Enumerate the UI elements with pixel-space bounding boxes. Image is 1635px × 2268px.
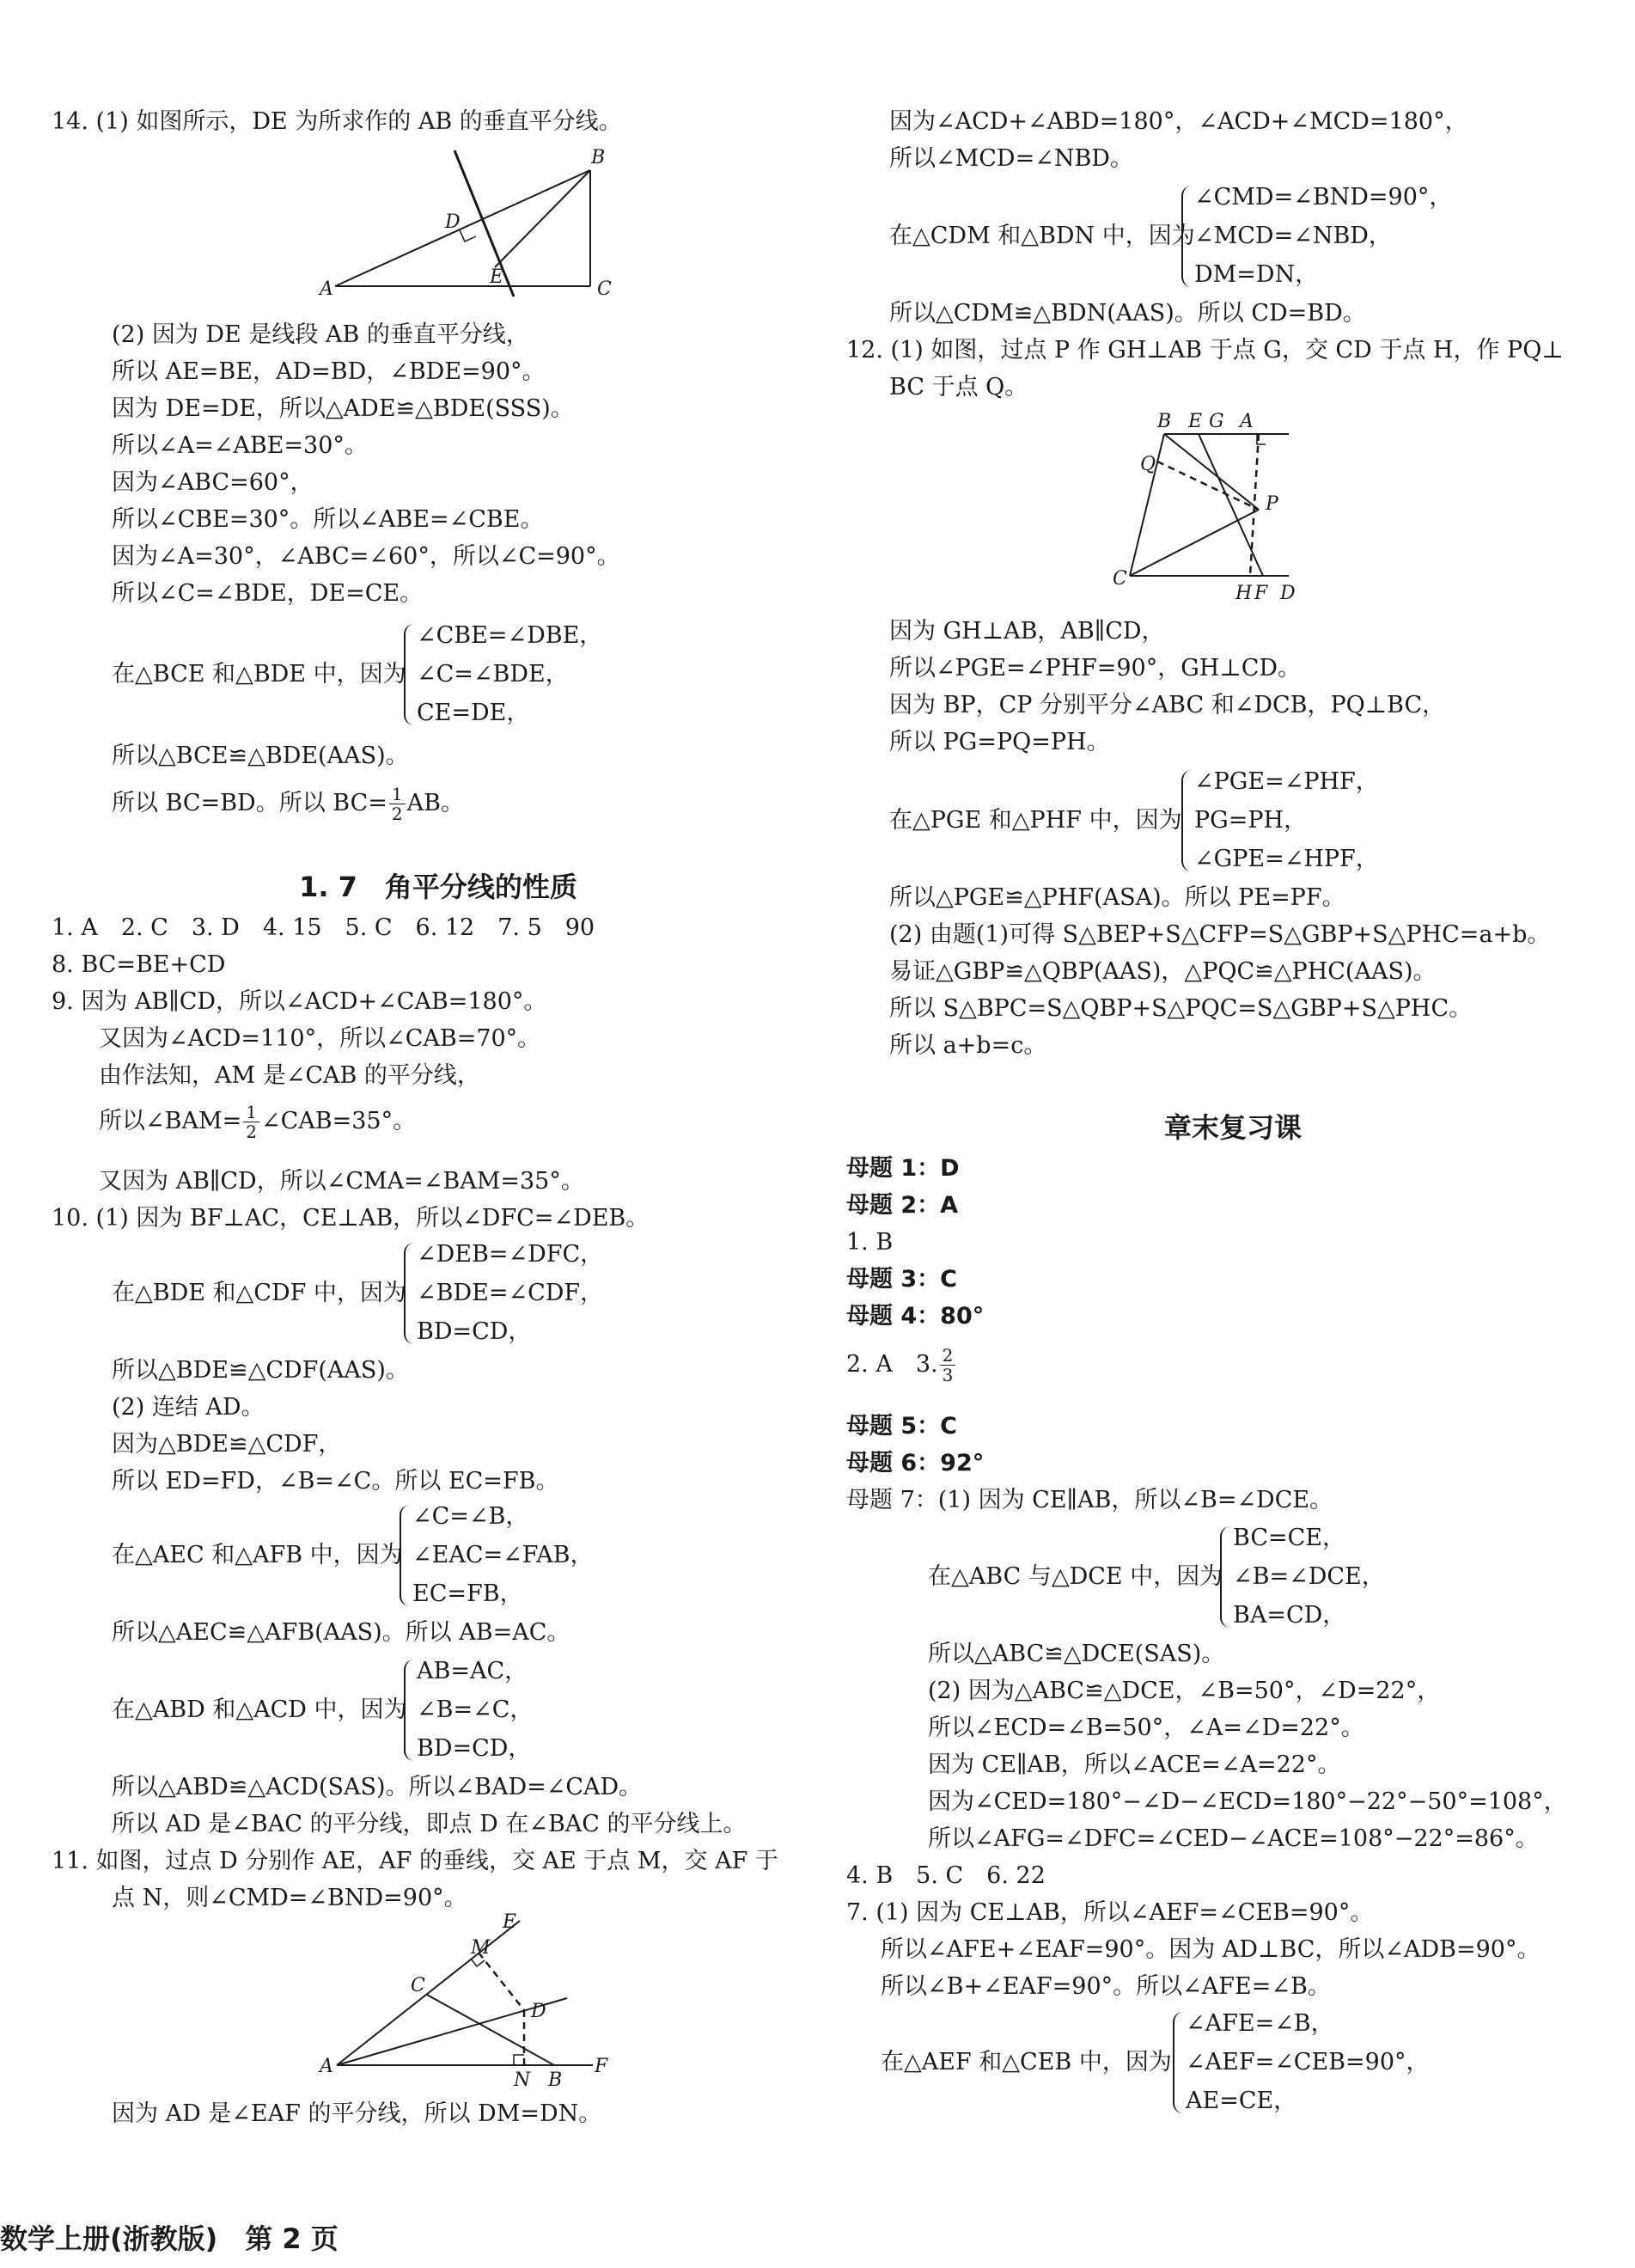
brace-item: ∠MCD=∠NBD， [1194,223,1392,249]
fig11-label-d: D [531,2001,546,2022]
text-line: 因为∠ABC=60°， [112,469,314,496]
text-line: 所以∠C=∠BDE，DE=CE。 [112,580,424,607]
brace-item: ∠CBE=∠DBE， [417,622,603,649]
brace-item: ∠GPE=∠HPF， [1194,846,1379,872]
brace-system [112,1500,713,1611]
brace-icon [400,1505,410,1606]
q14-line: 14. (1) 如图所示，DE 为所求作的 AB 的垂直平分线。 [52,108,622,135]
text-line: 所以∠PGE=∠PHF=90°，GH⊥CD。 [889,655,1302,682]
brace-system [889,180,1491,292]
brace-item: ∠PGE=∠PHF， [1194,768,1379,795]
brace-item: CE=DE， [417,700,530,726]
brace-lead: 在△CDM 和△BDN 中，因为 [889,223,1195,249]
answer-line: 母题 6：92° [846,1450,985,1476]
text-line: 所以△ABC≌△DCE(SAS)。 [928,1641,1225,1667]
fig14-label-c: C [597,278,612,300]
denominator: 2 [246,1122,257,1142]
text-line: (2) 由题(1)可得 S△BEP+S△CFP=S△GBP+S△PHC=a+b。 [889,921,1551,948]
text-line: 因为 BP，CP 分别平分∠ABC 和∠DCB，PQ⊥BC， [889,692,1446,718]
brace-lead: 在△AEF 和△CEB 中，因为 [881,2049,1172,2075]
denominator: 3 [942,1365,954,1385]
text-line: 因为△BDE≌△CDF， [112,1431,342,1458]
text-part: ∠CAB=35°。 [260,1108,417,1134]
text-line: (2) 连结 AD。 [112,1394,265,1421]
text-line: 因为 CE∥AB，所以∠ACE=∠A=22°。 [928,1751,1341,1778]
text-line-frac [112,782,464,825]
text-line: 所以∠A=∠ABE=30°。 [112,432,368,459]
brace-item: AE=CE， [1186,2088,1297,2114]
fig12-label-a: A [1240,411,1254,432]
brace-item: EC=FB， [412,1580,523,1607]
answer-line: 1. B [846,1229,894,1256]
fraction [243,1103,259,1141]
brace-lead: 在△BDE 和△CDF 中，因为 [112,1280,406,1306]
answer-line: 1. A 2. C 3. D 4. 15 5. C 6. 12 7. 5 90 [52,914,595,941]
brace-system [889,765,1491,877]
text-line: 所以∠AFG=∠DFC=∠CED−∠ACE=108°−22°=86°。 [928,1825,1539,1852]
text-line: 所以△AEC≌△AFB(AAS)。所以 AB=AC。 [112,1619,570,1646]
numerator: 1 [389,785,406,804]
text-line: 所以 a+b=c。 [889,1032,1047,1059]
right-column [846,0,1620,2217]
fig12-label-g: G [1209,411,1224,432]
q7-line: 7. (1) 因为 CE⊥AB，所以∠AEF=∠CEB=90°。 [846,1899,1374,1926]
brace-system [112,1238,713,1349]
brace-icon [1181,770,1192,871]
brace-lead: 在△BCE 和△BDE 中，因为 [112,661,406,688]
answer-line: 母题 4：80° [846,1303,985,1330]
brace-lead: 在△AEC 和△AFB 中，因为 [112,1542,403,1568]
brace-item: ∠C=∠B， [412,1503,529,1530]
fig14-label-d: D [445,211,461,233]
brace-item: DM=DN， [1194,261,1319,288]
q12-line: 12. (1) 如图，过点 P 作 GH⊥AB 于点 G，交 CD 于点 H，作 PQ⊥ [846,337,1564,364]
fig12-label-f: F [1254,583,1268,604]
denominator: 2 [391,804,403,824]
fig12-label-p: P [1266,493,1278,515]
answer-line: 母题 3：C [846,1266,958,1293]
text-line: (2) 因为△ABC≌△DCE，∠B=50°，∠D=22°， [928,1678,1441,1704]
brace-item: ∠EAC=∠FAB， [412,1542,594,1568]
fig11-label-n: N [514,2069,531,2091]
text-line: 点 N，则∠CMD=∠BND=90°。 [112,1885,467,1911]
brace-item: ∠CMD=∠BND=90°， [1194,184,1453,211]
answer-line: 8. BC=BE+CD [52,951,226,978]
text-line: 所以△PGE≌△PHF(ASA)。所以 PE=PF。 [889,884,1345,911]
answer-line: 母题 2：A [846,1192,959,1219]
text-line: 所以∠B+∠EAF=90°。所以∠AFE=∠B。 [881,1973,1331,2000]
brace-item: AB=AC， [417,1658,528,1684]
brace-icon [404,1660,414,1761]
figure-14 [318,142,627,305]
fig12-label-d: D [1280,583,1296,604]
text-line: 所以△CDM≌△BDN(AAS)。所以 CD=BD。 [889,300,1366,327]
fig11-label-b: B [548,2069,563,2091]
brace-item: ∠BDE=∠CDF， [417,1280,604,1306]
page-footer: 数学上册(浙教版) 第 2 页 [0,2222,339,2255]
fig11-label-f: F [595,2056,608,2077]
text-line: 因为 AD 是∠EAF 的平分线，所以 DM=DN。 [112,2100,602,2127]
brace-item: BC=CE， [1233,1525,1345,1551]
figure-12 [1113,408,1336,610]
q11-line: 11. 如图，过点 D 分别作 AE，AF 的垂线，交 AE 于点 M，交 AF 于 [52,1848,778,1874]
fig12-label-b: B [1157,411,1172,432]
brace-item: BA=CD， [1233,1602,1346,1629]
fig11-label-a: A [320,2056,333,2077]
numerator: 1 [243,1103,259,1122]
brace-item: ∠DEB=∠DFC， [417,1241,604,1268]
brace-system [112,619,713,731]
text-line: 所以∠ECD=∠B=50°，∠A=∠D=22°。 [928,1715,1364,1741]
brace-item: BD=CD， [417,1318,532,1345]
fraction [940,1346,956,1385]
text-line: 因为 GH⊥AB，AB∥CD， [889,618,1165,645]
q10-line: 10. (1) 因为 BF⊥AC，CE⊥AB，所以∠DFC=∠DEB。 [52,1205,650,1232]
text-line: 所以∠CBE=30°。所以∠ABE=∠CBE。 [112,506,544,533]
text-line: 由作法知，AM 是∠CAB 的平分线， [99,1062,480,1089]
figure-11 [318,1912,627,2093]
text-line: 所以△BDE≌△CDF(AAS)。 [112,1357,409,1384]
text-line: 所以 S△BPC=S△QBP+S△PQC=S△GBP+S△PHC。 [889,995,1473,1022]
answer-line: 4. B 5. C 6. 22 [846,1862,1046,1889]
text-line: 易证△GBP≌△QBP(AAS)，△PQC≌△PHC(AAS)。 [889,958,1437,985]
text-line: 因为∠A=30°，∠ABC=∠60°，所以∠C=90°。 [112,543,620,570]
brace-item: ∠AEF=∠CEB=90°， [1186,2049,1430,2075]
brace-lead: 在△PGE 和△PHF 中，因为 [889,807,1182,834]
text-part: 2. A 3. [846,1351,938,1378]
fig14-label-b: B [591,147,606,168]
text-line: 所以 AD 是∠BAC 的平分线，即点 D 在∠BAC 的平分线上。 [112,1811,747,1837]
text-part: AB。 [406,790,464,816]
text-line: 因为∠ACD+∠ABD=180°，∠ACD+∠MCD=180°， [889,108,1468,135]
m7-line: 母题 7：(1) 因为 CE∥AB，所以∠B=∠DCE。 [846,1487,1333,1513]
fig14-label-e: E [490,266,504,288]
brace-item: ∠C=∠BDE， [417,661,569,688]
brace-item: ∠AFE=∠B， [1186,2010,1334,2037]
brace-system [112,1654,713,1766]
brace-lead: 在△ABC 与△DCE 中，因为 [928,1563,1223,1590]
text-line: BC 于点 Q。 [889,374,1028,400]
text-line: 所以 PG=PQ=PH。 [889,729,1110,755]
text-line: 因为∠CED=180°−∠D−∠ECD=180°−22°−50°=108°， [928,1788,1567,1815]
brace-item: ∠B=∠DCE， [1233,1563,1385,1590]
text-line: 所以∠AFE+∠EAF=90°。因为 AD⊥BC，所以∠ADB=90°。 [881,1936,1540,1963]
fig12-label-c: C [1113,568,1127,590]
brace-system [928,1521,1529,1633]
left-column [52,0,825,2217]
brace-icon [1181,186,1192,287]
brace-item: BD=CD， [417,1735,532,1762]
text-line-frac [99,1100,416,1143]
text-line: 所以△BCE≌△BDE(AAS)。 [112,743,409,769]
fig11-label-c: C [411,1975,425,1996]
section-title: 1. 7 角平分线的性质 [299,871,577,903]
fig14-label-a: A [320,278,333,300]
brace-icon [1220,1526,1230,1628]
fig11-label-m: M [471,1937,491,1959]
brace-item: ∠B=∠C， [417,1696,534,1723]
fig11-label-e: E [503,1912,517,1933]
fraction [389,785,406,823]
brace-lead: 在△ABD 和△ACD 中，因为 [112,1696,407,1723]
answer-line: 母题 5：C [846,1413,958,1440]
brace-item: PG=PH， [1194,807,1308,834]
text-part: 所以∠BAM= [99,1108,242,1134]
text-line: 因为 DE=DE，所以△ADE≌△BDE(SSS)。 [112,395,574,422]
fig12-label-h: H [1235,583,1253,604]
brace-system [881,2007,1568,2118]
brace-icon [404,1243,414,1344]
text-line: 所以△ABD≌△ACD(SAS)。所以∠BAD=∠CAD。 [112,1774,643,1800]
fig12-label-e: E [1188,411,1203,432]
section-title: 章末复习课 [1163,1111,1302,1144]
text-line: 又因为∠ACD=110°，所以∠CAB=70°。 [99,1025,541,1052]
text-part: 所以 BC=BD。所以 BC= [112,790,387,816]
text-line: 所以 ED=FD，∠B=∠C。所以 EC=FB。 [112,1468,559,1495]
q9-line: 9. 因为 AB∥CD，所以∠ACD+∠CAB=180°。 [52,988,547,1015]
text-line: 又因为 AB∥CD，所以∠CMA=∠BAM=35°。 [99,1168,584,1195]
text-line: 所以∠MCD=∠NBD。 [889,145,1133,172]
fig12-label-q: Q [1140,454,1156,475]
brace-icon [1173,2012,1183,2113]
answer-line-frac [846,1341,957,1389]
numerator: 2 [940,1346,956,1366]
text-line: 所以 AE=BE，AD=BD，∠BDE=90°。 [112,358,546,385]
brace-icon [404,624,414,725]
q14-part2: (2) 因为 DE 是线段 AB 的垂直平分线， [112,321,529,348]
answer-line: 母题 1：D [846,1155,960,1182]
